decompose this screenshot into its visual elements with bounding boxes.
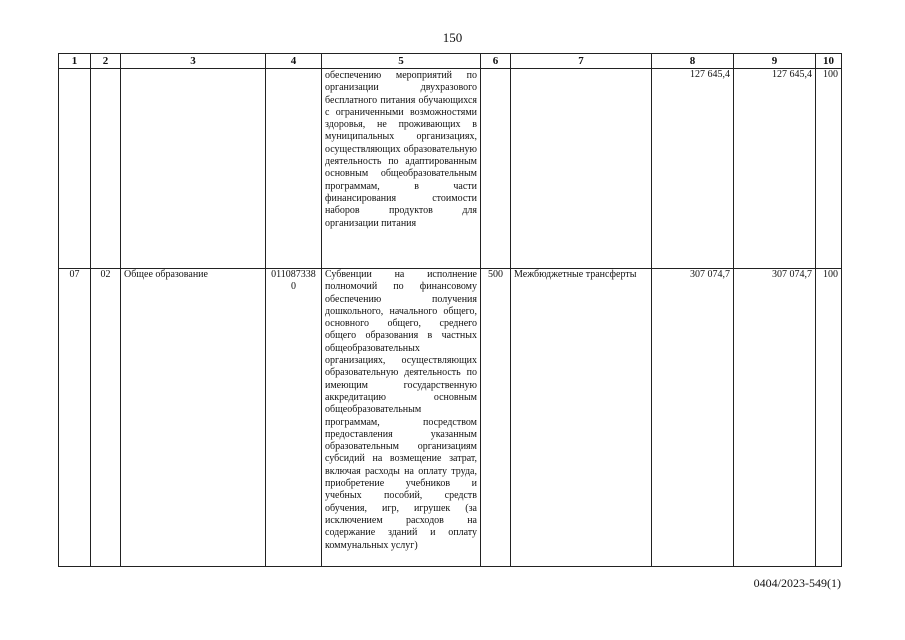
col-header-1: 1 xyxy=(59,54,91,69)
table-row xyxy=(59,69,842,269)
cell-expense-code xyxy=(481,69,511,269)
cell-expense-type xyxy=(511,69,652,269)
document-code: 0404/2023-549(1) xyxy=(753,576,841,590)
cell-plan-amount: 127 645,4 xyxy=(652,69,734,269)
cell-section: 07 xyxy=(59,269,91,567)
cell-plan-amount: 307 074,7 xyxy=(652,269,734,567)
budget-table xyxy=(58,53,842,567)
col-header-5: 5 xyxy=(322,54,481,69)
col-header-9: 9 xyxy=(734,54,816,69)
col-header-2: 2 xyxy=(91,54,121,69)
page-number: 150 xyxy=(442,30,463,45)
cell-description: обеспечению мероприятий по организации двухразового бесплатного питания обучающихся с ограниченными возможностями здоровья, не проживающих в муниципальных организациях, осуществляющих образовательную деятельность по адаптированным основным общеобразовательным программам, в части финансирования стоимости наборов продуктов для организации питания xyxy=(322,69,481,269)
cell-name xyxy=(121,69,266,269)
cell-percent: 100 xyxy=(816,269,842,567)
cell-description: Субвенции на исполнение полномочий по финансовому обеспечению получения дошкольного, начального общего, основного общего, среднего общего образования в частных общеобразовательных организациях, осуществляющих образовательную деятельность по имеющим государственную аккредитацию основным общеобразовательным программам, посредством предоставления указанным образовательным организациям субсидий на возмещение затрат, включая расходы на оплату труда, приобретение учебников и учебных пособий, средств обучения, игр, игрушек (за исключением расходов на содержание зданий и оплату коммунальных услуг) xyxy=(322,269,481,567)
col-header-8: 8 xyxy=(652,54,734,69)
col-header-3: 3 xyxy=(121,54,266,69)
cell-percent: 100 xyxy=(816,69,842,269)
cell-target-code: 0110873380 xyxy=(266,269,322,567)
cell-subsection xyxy=(91,69,121,269)
table-row xyxy=(59,269,842,567)
col-header-4: 4 xyxy=(266,54,322,69)
cell-expense-code: 500 xyxy=(481,269,511,567)
col-header-10: 10 xyxy=(816,54,842,69)
cell-expense-type: Межбюджетные трансферты xyxy=(511,269,652,567)
cell-actual-amount: 307 074,7 xyxy=(734,269,816,567)
cell-actual-amount: 127 645,4 xyxy=(734,69,816,269)
cell-subsection: 02 xyxy=(91,269,121,567)
col-header-6: 6 xyxy=(481,54,511,69)
cell-name: Общее образование xyxy=(121,269,266,567)
col-header-7: 7 xyxy=(511,54,652,69)
cell-target-code xyxy=(266,69,322,269)
header-row xyxy=(59,54,842,69)
cell-section xyxy=(59,69,91,269)
